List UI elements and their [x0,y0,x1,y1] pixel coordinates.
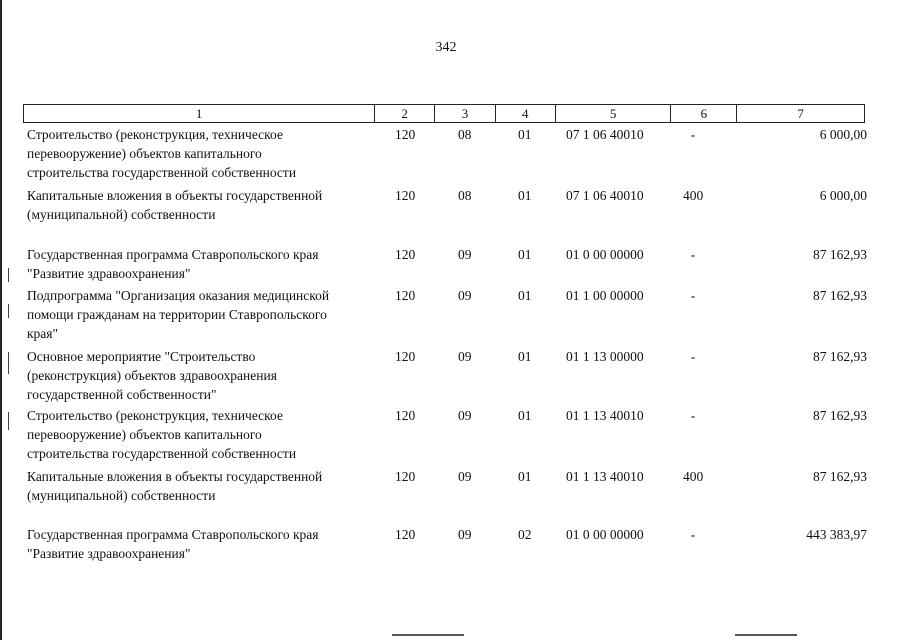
row-name: Государственная программа Ставропольского края "Развитие здравоохранения" [27,247,319,281]
row-name: Капитальные вложения в объекты государственной (муниципальной) собственности [27,188,323,222]
cell-amount: 443 383,97 [806,527,867,542]
cell-col2: 120 [395,188,416,203]
cell-col5: 01 1 13 00000 [566,349,644,364]
scan-mark [8,268,9,282]
cell-col6: - [690,288,696,303]
scan-left-edge [0,0,2,640]
cell-col6: 400 [683,188,704,203]
header-cell: 5 [556,105,672,122]
cell-col4: 01 [518,408,532,423]
cell-col3: 08 [458,188,472,203]
scan-mark [8,412,9,430]
row-name: Основное мероприятие "Строительство (реконструкция) объектов здравоохранения государственной собственности" [27,349,277,402]
cell-amount: 6 000,00 [819,127,867,142]
cell-col4: 01 [518,469,532,484]
header-cell: 3 [435,105,496,122]
cell-col2: 120 [395,408,416,423]
cell-col2: 120 [395,349,416,364]
cell-col6: - [690,527,696,542]
row-name: Государственная программа Ставропольского края "Развитие здравоохранения" [27,527,319,561]
cell-col3: 09 [458,527,472,542]
cell-col2: 120 [395,288,416,303]
cell-amount: 87 162,93 [813,349,867,364]
header-cell: 1 [24,105,375,122]
cell-col5: 07 1 06 40010 [566,188,644,203]
header-cell: 7 [797,106,804,121]
cell-col6: - [690,408,696,423]
row-name: Строительство (реконструкция, техническое перевооружение) объектов капитального строительства государственной собственности [27,408,297,461]
cell-col5: 01 1 13 40010 [566,408,644,423]
cell-col5: 01 0 00 00000 [566,247,644,262]
cell-col4: 01 [518,247,532,262]
cell-col6: - [690,247,696,262]
table-header [23,104,865,123]
cell-col2: 120 [395,469,416,484]
cell-amount: 87 162,93 [813,288,867,303]
cell-col2: 120 [395,527,416,542]
scan-mark [8,352,9,374]
row-name: Строительство (реконструкция, техническое перевооружение) объектов капитального строительства государственной собственности [27,127,297,180]
cell-col5: 01 0 00 00000 [566,527,644,542]
cell-col6: 400 [683,469,704,484]
cell-col6: - [690,127,696,142]
cell-col5: 07 1 06 40010 [566,127,644,142]
page-footer-rule [392,634,464,636]
cell-col4: 01 [518,127,532,142]
cell-col4: 02 [518,527,532,542]
cell-col3: 09 [458,349,472,364]
cell-col3: 09 [458,408,472,423]
cell-col2: 120 [395,127,416,142]
cell-col4: 01 [518,288,532,303]
cell-amount: 6 000,00 [819,188,867,203]
cell-amount: 87 162,93 [813,408,867,423]
cell-col6: - [690,349,696,364]
cell-col3: 09 [458,247,472,262]
cell-amount: 87 162,93 [813,469,867,484]
row-name: Капитальные вложения в объекты государственной (муниципальной) собственности [27,469,323,503]
cell-col4: 01 [518,188,532,203]
scan-mark [8,304,9,318]
page-footer-rule [735,634,797,636]
row-name: Подпрограмма "Организация оказания медицинской помощи гражданам на территории Ставропольского края" [27,288,330,341]
page-number: 342 [435,40,457,55]
cell-col3: 09 [458,288,472,303]
header-cell: 2 [375,105,435,122]
header-cell: 4 [496,105,556,122]
cell-col5: 01 1 13 40010 [566,469,644,484]
header-cell: 6 [671,105,737,122]
cell-col3: 09 [458,469,472,484]
cell-col2: 120 [395,247,416,262]
cell-col3: 08 [458,127,472,142]
cell-col5: 01 1 00 00000 [566,288,644,303]
cell-col4: 01 [518,349,532,364]
cell-amount: 87 162,93 [813,247,867,262]
